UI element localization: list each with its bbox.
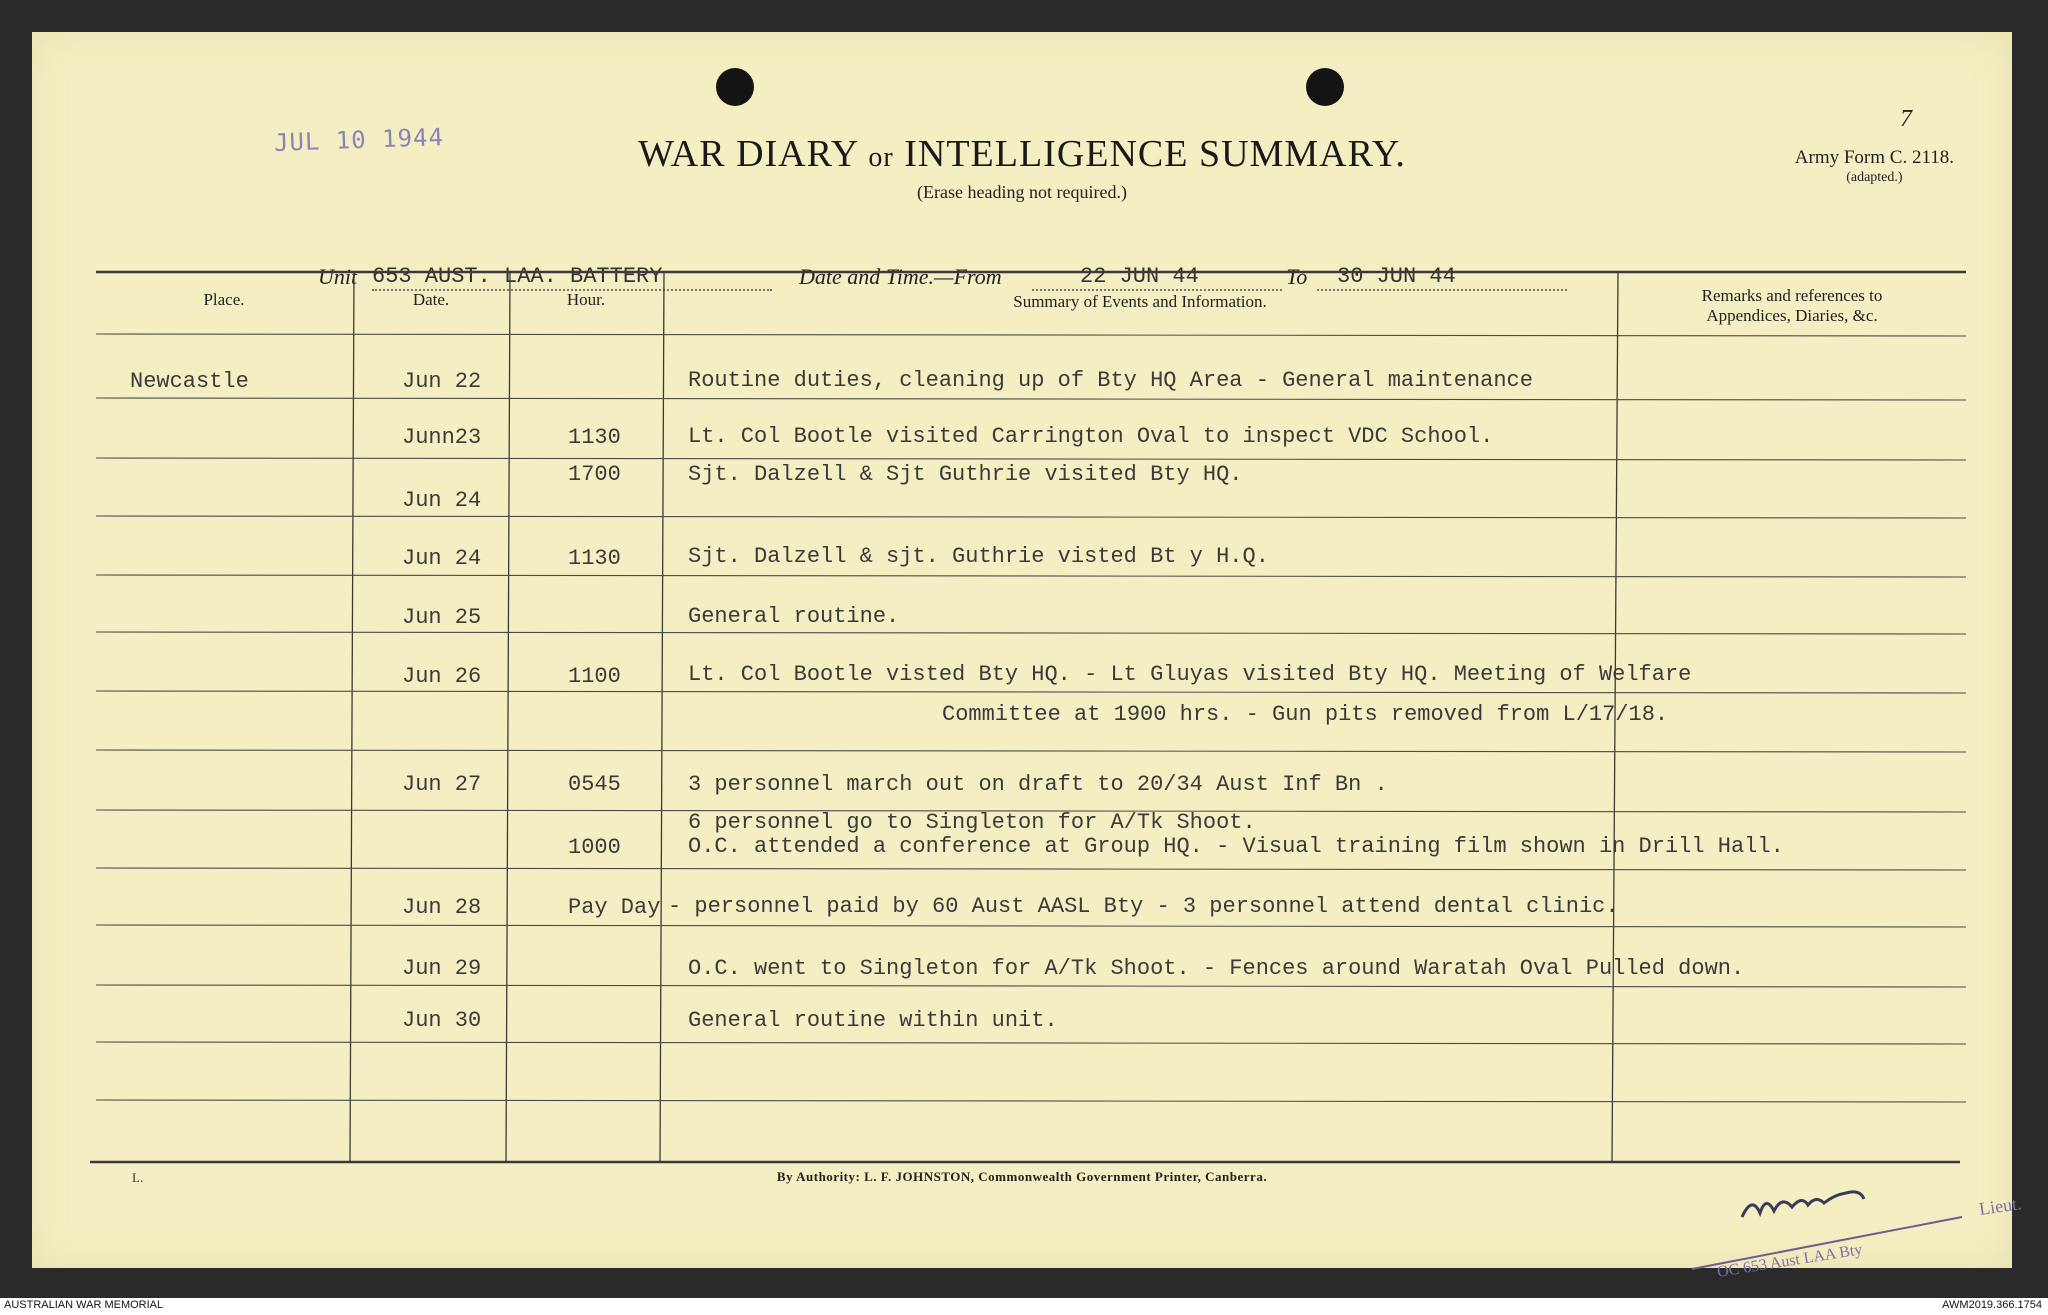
officer-stamp: OC 653 Aust LAA Bty <box>1715 1241 1864 1281</box>
to-label: To <box>1286 264 1308 289</box>
entry-date: Jun 30 <box>402 1008 482 1033</box>
remarks-header-line1: Remarks and references to <box>1701 286 1883 305</box>
entry-summary: 6 personnel go to Singleton for A/Tk Shoot. <box>688 810 1256 835</box>
printer-authority: By Authority: L. F. JOHNSTON, Commonwealth Government Printer, Canberra. <box>776 1169 1268 1184</box>
table-grid <box>32 32 2012 1268</box>
entry-summary: Sjt. Dalzell & sjt. Guthrie visted Bt y H.Q. <box>688 544 1269 569</box>
column-header-remarks <box>1618 286 1966 326</box>
entry-summary: Sjt. Dalzell & Sjt Guthrie visited Bty HQ. <box>688 462 1243 487</box>
entry-hour: 1100 <box>568 664 621 689</box>
column-header-date: Date. <box>412 290 450 309</box>
entry-hour: 1700 <box>568 462 621 487</box>
entry-summary-continued: Committee at 1900 hrs. - Gun pits removed from L/17/18. <box>942 702 1669 727</box>
entry-summary: General routine within unit. <box>688 1008 1058 1033</box>
page-mark: 7 <box>1900 106 1912 132</box>
form-letter: L. <box>132 1170 144 1185</box>
signature-stamp <box>1712 1177 2023 1281</box>
page-subtitle: (Erase heading not required.) <box>917 182 1127 202</box>
title-or: or <box>868 142 894 173</box>
diary-sheet <box>32 32 2023 1281</box>
unit-label: Unit <box>318 264 358 289</box>
from-value: 22 JUN 44 <box>1032 264 1282 291</box>
archive-bar <box>0 1298 2048 1315</box>
entry-date: Junn23 <box>402 425 482 450</box>
army-form-note: (adapted.) <box>1846 170 1903 185</box>
entry-date: Jun 26 <box>402 664 482 689</box>
entry-date: Jun 22 <box>402 369 482 394</box>
entry-date: Jun 25 <box>402 605 482 630</box>
entry-hour: 1130 <box>568 546 621 571</box>
entry-summary: O.C. went to Singleton for A/Tk Shoot. - Fences around Waratah Oval Pulled down. <box>688 956 1745 981</box>
column-header-hour: Hour. <box>566 290 606 309</box>
entry-date: Jun 24 <box>402 488 482 513</box>
title-part2: INTELLIGENCE SUMMARY. <box>904 133 1406 175</box>
entry-hour: 1000 <box>568 835 621 860</box>
entry-hour: Pay Day <box>568 895 661 920</box>
entry-place: Newcastle <box>130 369 249 394</box>
entry-summary: 3 personnel march out on draft to 20/34 Aust Inf Bn . <box>688 772 1388 797</box>
entry-summary: Lt. Col Bootle visited Carrington Oval to inspect VDC School. <box>688 424 1494 449</box>
entry-summary: General routine. <box>688 604 900 629</box>
unit-value: 653 AUST. LAA. BATTERY <box>372 264 772 291</box>
entry-hour: 1130 <box>568 425 621 450</box>
handwritten-signature <box>1742 1192 1864 1217</box>
remarks-header-line2: Appendices, Diaries, &c. <box>1706 306 1878 325</box>
army-form-number: Army Form C. 2118. <box>1794 147 1954 168</box>
entry-date: Jun 28 <box>402 895 482 920</box>
entry-summary: Routine duties, cleaning up of Bty HQ Area - General maintenance <box>688 368 1533 393</box>
to-value: 30 JUN 44 <box>1317 264 1567 291</box>
column-header-summary: Summary of Events and Information. <box>1013 292 1267 311</box>
entry-date: Jun 24 <box>402 546 482 571</box>
date-time-label: Date and Time.—From <box>799 264 1002 289</box>
title-part1: WAR DIARY <box>638 133 858 175</box>
entry-summary: - personnel paid by 60 Aust AASL Bty - 3 personnel attend dental clinic. <box>668 894 1619 919</box>
entry-date: Jun 29 <box>402 956 482 981</box>
entry-summary: O.C. attended a conference at Group HQ. - Visual training film shown in Drill Hall. <box>688 834 1784 859</box>
entry-summary: Lt. Col Bootle visted Bty HQ. - Lt Gluyas visited Bty HQ. Meeting of Welfare <box>688 662 1692 687</box>
entry-hour: 0545 <box>568 772 621 797</box>
received-date-stamp: JUL 10 1944 <box>273 123 445 157</box>
signature-title: Lieut. <box>1977 1193 2023 1219</box>
column-header-place: Place. <box>203 290 245 309</box>
entry-date: Jun 27 <box>402 772 482 797</box>
archive-reference: AWM2019.366.1754 <box>1942 1299 2042 1311</box>
archive-name: AUSTRALIAN WAR MEMORIAL <box>4 1299 164 1311</box>
